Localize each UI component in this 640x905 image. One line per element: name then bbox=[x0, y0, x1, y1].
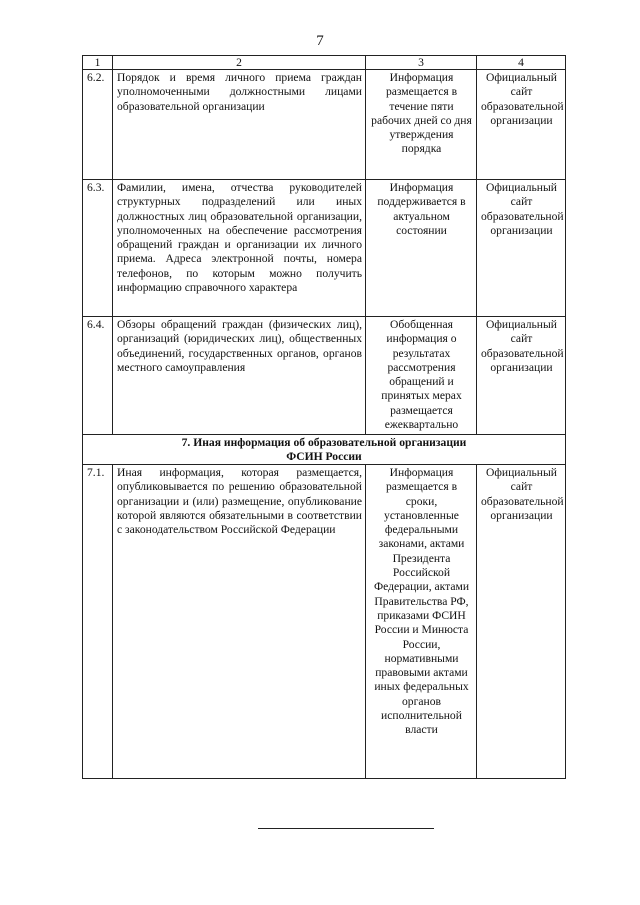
row-description: Иная информация, которая размещается, опубликовывается по решению образовательной организации и (или) размещение, опубликование которой являются обязательными в соответствии с законодательством Российской Федерации bbox=[113, 465, 366, 779]
row-number: 6.3. bbox=[83, 180, 113, 317]
row-timing: Обобщенная информация о результатах рассмотрения обращений и принятых мерах размещается ежеквартально bbox=[366, 317, 477, 435]
table-row bbox=[83, 70, 566, 180]
table-row bbox=[83, 317, 566, 435]
row-description: Обзоры обращений граждан (физических лиц), организаций (юридических лиц), общественных объединений, государственных органов, органов местного самоуправления bbox=[113, 317, 366, 435]
row-number: 6.4. bbox=[83, 317, 113, 435]
row-placement: Официальный сайт образовательной организации bbox=[477, 317, 566, 435]
row-timing: Информация поддерживается в актуальном состоянии bbox=[366, 180, 477, 317]
row-timing: Информация размещается в течение пяти рабочих дней со дня утверждения порядка bbox=[366, 70, 477, 180]
footer-divider-line bbox=[258, 828, 434, 829]
row-description: Фамилии, имена, отчества руководителей структурных подразделений или иных должностных лиц образовательной организации, уполномоченных на обеспечение рассмотрения обращений граждан и организации их личного приема. Адреса электронной почты, номера телефонов, по которым можно получить информацию справочного характера bbox=[113, 180, 366, 317]
column-header-4: 4 bbox=[477, 56, 566, 70]
table-row bbox=[83, 180, 566, 317]
table-row bbox=[83, 465, 566, 779]
row-number: 7.1. bbox=[83, 465, 113, 779]
column-header-2: 2 bbox=[113, 56, 366, 70]
info-table bbox=[82, 55, 566, 779]
column-header-3: 3 bbox=[366, 56, 477, 70]
section-heading bbox=[83, 435, 566, 465]
row-placement: Официальный сайт образовательной организации bbox=[477, 180, 566, 317]
row-placement: Официальный сайт образовательной организации bbox=[477, 70, 566, 180]
section-title-line1: 7. Иная информация об образовательной организации bbox=[181, 436, 467, 449]
row-number: 6.2. bbox=[83, 70, 113, 180]
table-header-row bbox=[83, 56, 566, 70]
column-header-1: 1 bbox=[83, 56, 113, 70]
row-timing: Информация размещается в сроки, установленные федеральными законами, актами Президента Российской Федерации, актами Правительства РФ, приказами ФСИН России и Минюста России, нормативными правовыми актами иных федеральных органов исполнительной власти bbox=[366, 465, 477, 779]
page-number: 7 bbox=[316, 33, 324, 49]
row-placement: Официальный сайт образовательной организации bbox=[477, 465, 566, 779]
row-description: Порядок и время личного приема граждан уполномоченными должностными лицами образовательной организации bbox=[113, 70, 366, 180]
section-title-line2: ФСИН России bbox=[286, 449, 362, 463]
section-heading-row bbox=[83, 435, 566, 465]
